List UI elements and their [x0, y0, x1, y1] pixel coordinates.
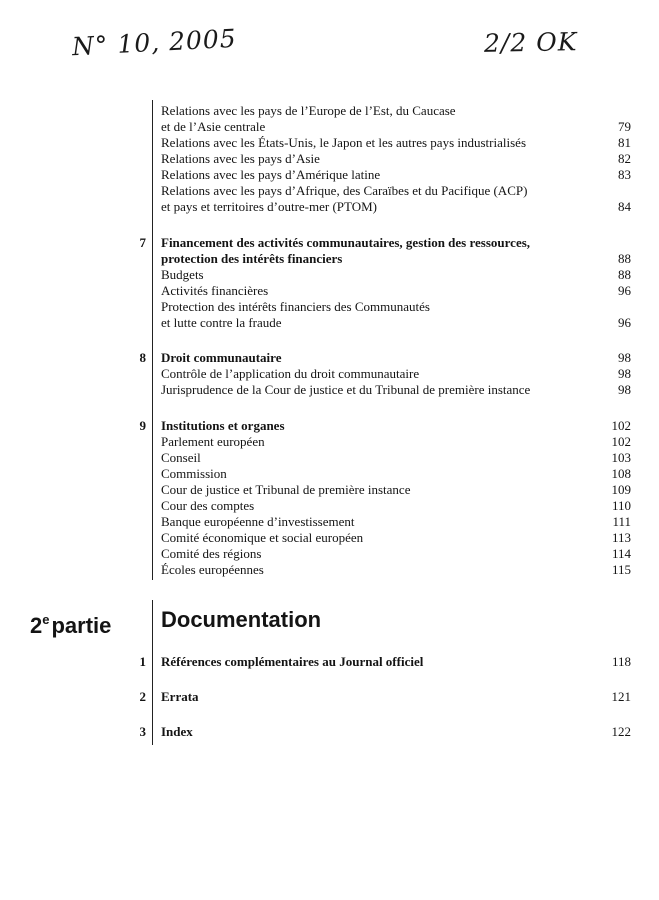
section-title: protection des intérêts financiers 88: [161, 251, 631, 266]
toc-entry: Banque européenne d’investissement 111: [161, 514, 631, 529]
toc-entry: Contrôle de l’application du droit communautaire 98: [161, 366, 631, 381]
handwritten-issue-note: N° 10, 2005: [71, 23, 238, 62]
toc-entry: Relations avec les pays d’Afrique, des Caraïbes et du Pacifique (ACP): [161, 183, 528, 198]
toc-entry: Relations avec les pays d’Amérique latine 83: [161, 167, 631, 182]
toc-entry: et de l’Asie centrale 79: [161, 119, 631, 134]
toc-entry: Jurisprudence de la Cour de justice et du Tribunal de première instance 98: [161, 382, 631, 397]
toc-entry: Relations avec les pays d’Asie 82: [161, 151, 631, 166]
section-number: 7: [139, 235, 146, 250]
section-title: Références complémentaires au Journal officiel 118: [161, 654, 631, 669]
part-title: Documentation: [161, 607, 322, 632]
toc-entry: Relations avec les États-Unis, le Japon et les autres pays industrialisés 81: [161, 135, 631, 150]
section-title: Index 122: [161, 724, 631, 739]
toc-entry: Protection des intérêts financiers des Communautés: [161, 299, 430, 314]
toc-entry: Comité des régions 114: [161, 546, 631, 561]
toc-entry: Cour de justice et Tribunal de première instance 109: [161, 482, 631, 497]
toc-entry: et lutte contre la fraude 96: [161, 315, 631, 330]
section-title: Droit communautaire 98: [161, 350, 631, 365]
toc-entry: Commission 108: [161, 466, 631, 481]
toc-entry: Parlement européen 102: [161, 434, 631, 449]
part-label: 2epartie: [30, 612, 112, 638]
toc-entry: et pays et territoires d’outre-mer (PTOM) 84: [161, 199, 631, 214]
toc-rule-part1: [152, 100, 153, 580]
toc-entry: Conseil 103: [161, 450, 631, 465]
section-number: 2: [139, 689, 146, 704]
section-title: Institutions et organes 102: [161, 418, 631, 433]
section-number: 1: [139, 654, 146, 669]
section-title: Financement des activités communautaires, gestion des ressources,: [161, 235, 531, 250]
section-number: 8: [139, 350, 146, 365]
toc-rule-part2: [152, 600, 153, 745]
toc-entry: Activités financières 96: [161, 283, 631, 298]
toc-entry: Comité économique et social européen 113: [161, 530, 631, 545]
handwritten-check-note: 2/2 OK: [483, 27, 578, 58]
toc-entry: Relations avec les pays de l’Europe de l’Est, du Caucase: [161, 103, 456, 118]
toc-entry: Écoles européennes 115: [161, 562, 631, 577]
section-number: 3: [139, 724, 146, 739]
section-number: 9: [139, 418, 146, 433]
toc-entry: Budgets 88: [161, 267, 631, 282]
toc-entry: Cour des comptes 110: [161, 498, 631, 513]
section-title: Errata 121: [161, 689, 631, 704]
